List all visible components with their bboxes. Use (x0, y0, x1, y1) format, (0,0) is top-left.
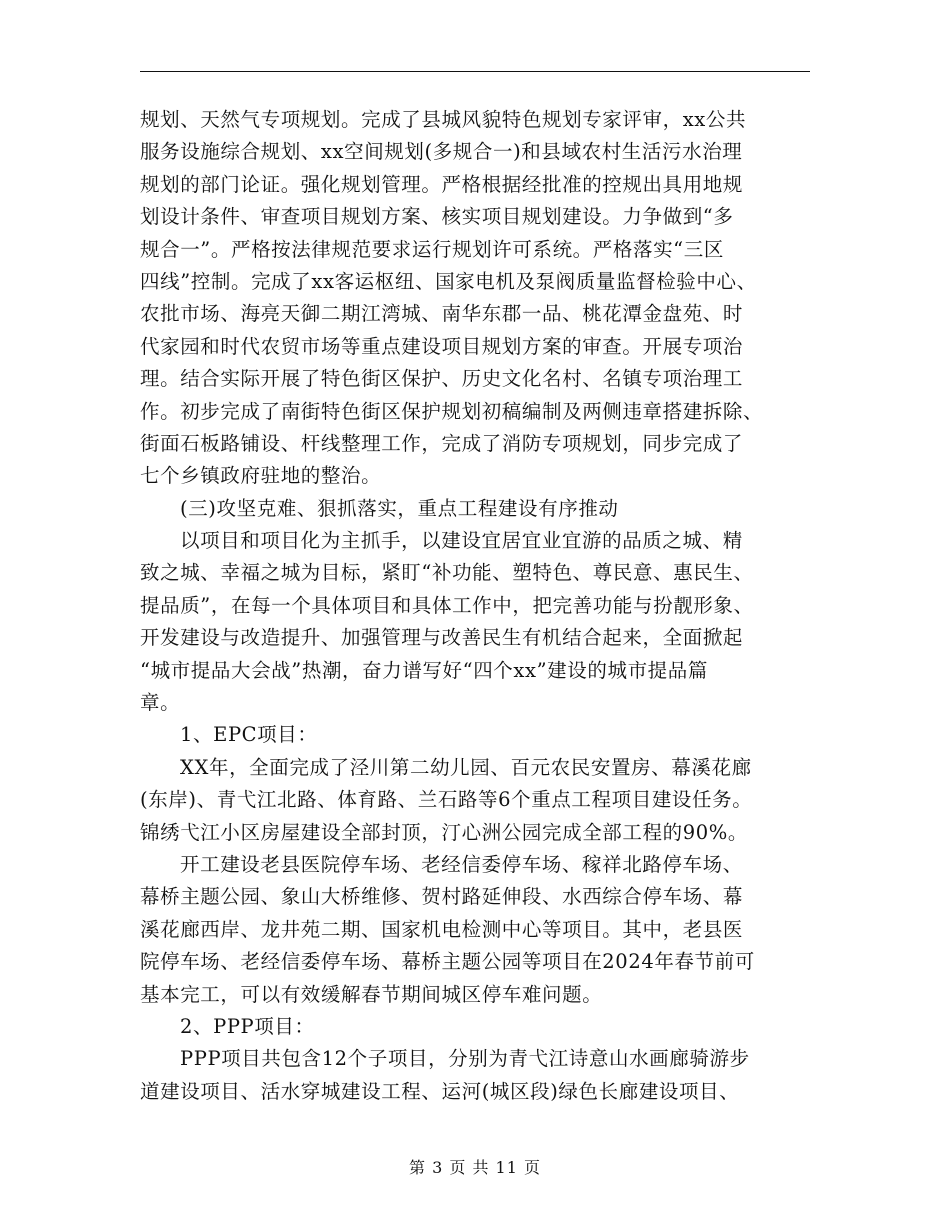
text-line: PPP项目共包含12个子项目，分别为青弋江诗意山水画廊骑游步 (180, 1047, 750, 1071)
text-line: 理。结合实际开展了特色街区保护、历史文化名村、名镇专项治理工 (140, 367, 744, 391)
text-line: 划设计条件、审查项目规划方案、核实项目规划建设。力争做到“多 (140, 205, 734, 229)
document-body (140, 104, 812, 1108)
header-rule (140, 71, 810, 72)
text-line: 院停车场、老经信委停车场、幕桥主题公园等项目在2024年春节前可 (140, 950, 755, 974)
text-line: 章。 (140, 691, 181, 715)
text-line: 作。初步完成了南街特色街区保护规划初稿编制及两侧违章搭建拆除、 (140, 399, 764, 423)
text-line: (三)攻坚克难、狠抓落实，重点工程建设有序推动 (180, 496, 619, 520)
text-line: 幕桥主题公园、象山大桥维修、贺村路延伸段、水西综合停车场、幕 (140, 885, 744, 909)
text-line: “城市提品大会战”热潮，奋力谱写好“四个xx”建设的城市提品篇 (140, 658, 708, 682)
text-line: 开工建设老县医院停车场、老经信委停车场、稼祥北路停车场、 (180, 852, 743, 876)
text-line: XX年，全面完成了泾川第二幼儿园、百元农民安置房、幕溪花廊 (180, 755, 752, 779)
text-line: 开发建设与改造提升、加强管理与改善民生有机结合起来，全面掀起 (140, 626, 744, 650)
text-line: 街面石板路铺设、杆线整理工作，完成了消防专项规划，同步完成了 (140, 431, 744, 455)
text-line: 规划、天然气专项规划。完成了县城风貌特色规划专家评审，xx公共 (140, 108, 747, 131)
page-footer: 第 3 页 共 11 页 (409, 1158, 541, 1177)
text-line: 服务设施综合规划、xx空间规划(多规合一)和县域农村生活污水治理 (140, 140, 743, 164)
text-line: 溪花廊西岸、龙井苑二期、国家机电检测中心等项目。其中，老县医 (140, 917, 744, 941)
text-line: 规划的部门论证。强化规划管理。严格根据经批准的控规出具用地规 (140, 172, 744, 196)
text-line: 基本完工，可以有效缓解春节期间城区停车难问题。 (140, 982, 603, 1006)
text-line: (东岸)、青弋江北路、体育路、兰石路等6个重点工程项目建设任务。 (140, 788, 753, 812)
text-line: 致之城、幸福之城为目标，紧盯“补功能、塑特色、尊民意、惠民生、 (140, 561, 754, 585)
text-line: 规合一”。严格按法律规范要求运行规划许可系统。严格落实“三区 (140, 237, 724, 261)
text-line: 七个乡镇政府驻地的整治。 (140, 464, 382, 488)
text-line: 提品质”，在每一个具体项目和具体工作中，把完善功能与扮靓形象、 (140, 593, 754, 617)
text-line: 道建设项目、活水穿城建设工程、运河(城区段)绿色长廊建设项目、 (140, 1079, 740, 1103)
text-line: 锦绣弋江小区房屋建设全部封顶，汀心洲公园完成全部工程的90%。 (140, 820, 748, 844)
text-line: 以项目和项目化为主抓手，以建设宜居宜业宜游的品质之城、精 (180, 529, 743, 553)
text-line: 农批市场、海亮天御二期江湾城、南华东郡一品、桃花潭金盘苑、时 (140, 302, 744, 326)
text-line: 2、PPP项目： (180, 1014, 315, 1038)
text-line: 1、EPC项目： (180, 723, 318, 747)
text-line: 代家园和时代农贸市场等重点建设项目规划方案的审查。开展专项治 (140, 334, 744, 358)
text-line: 四线”控制。完成了xx客运枢纽、国家电机及泵阀质量监督检验中心、 (140, 269, 757, 293)
